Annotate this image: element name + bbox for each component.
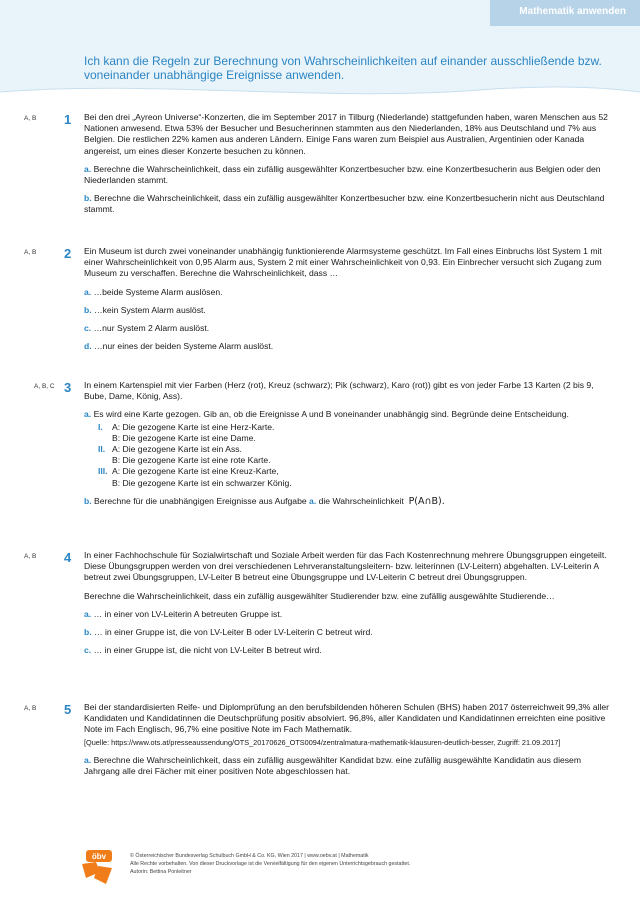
subtask-text: Berechne die Wahrscheinlichkeit, dass ein zufällig ausgewählter Konzertbesucher bzw. eine Konzertbesucherin aus Belgien oder den Niederlanden stammt. — [84, 163, 601, 186]
roman-item-2 — [84, 444, 614, 466]
exercise-intro: In einer Fachhochschule für Sozialwirtschaft und Soziale Arbeit werden für das Fach Kostenrechnung mehrere Übungsgruppen eingeteilt. Diese Übungsgruppen werden von drei verschiedenen Lehrveranstaltungsleitern- bzw. leiterinnen (LV-Leitern) abgehalten. LV-Leiterin A betreut zwei Übungsgruppen, LV-Leiter B betreut eine Übungsgruppe und LV-Leiterin C betreut drei Übungsgruppen. — [84, 550, 607, 583]
subtask-text: Berechne die Wahrscheinlichkeit, dass ein zufällig ausgewählter Kandidat bzw. eine zufällig ausgewählte Kandidatin aus diesem Jahrgang alle drei Fächer mit einer positiven Note abgeschlossen hat. — [84, 754, 581, 776]
footer-author: Autorin: Bettina Ponleitner — [130, 869, 192, 875]
exercise-body — [84, 112, 614, 223]
event-a: A: Die gezogene Karte ist eine Kreuz-Karte, — [112, 466, 279, 477]
roman-number: III. — [98, 466, 108, 477]
competence-tag: A, B, C — [34, 383, 55, 390]
competence-tag: A, B — [24, 553, 37, 560]
subtask-letter: b. — [84, 304, 92, 315]
exercise-body — [84, 380, 614, 514]
subtask-letter: a. — [84, 163, 92, 174]
roman-item-1 — [84, 422, 614, 444]
exercise-number: 4 — [64, 550, 72, 565]
subtask-a — [84, 609, 614, 620]
exercise-intro: Ein Museum ist durch zwei voneinander unabhängig funktionierende Alarmsysteme geschützt. Im Fall eines Einbruchs löst System 1 mit einer Wahrscheinlichkeit von 0,95 Alarm aus, System 2 mit einer Wahrscheinlichkeit von 0,93. Ein Einbrecher versucht sich Zugang zum Museum zu verschaffen. Berechne die Wahrscheinlichkeit, dass … — [84, 246, 602, 279]
subtask-letter: a. — [84, 286, 92, 297]
subtask-a — [84, 164, 614, 186]
subtask-text: … in einer Gruppe ist, die von LV-Leiter B oder LV-Leiterin C betreut wird. — [94, 627, 373, 638]
event-b: B: Die gezogene Karte ist eine Dame. — [112, 432, 256, 443]
subtask-letter: b. — [84, 495, 92, 506]
subtask-text: …nur System 2 Alarm auslöst. — [93, 323, 210, 334]
exercise-question: Berechne die Wahrscheinlichkeit, dass ein zufällig ausgewählter Studierender bzw. eine zufällig ausgewählte Studierende… — [84, 590, 555, 601]
subtask-text: …kein System Alarm auslöst. — [94, 304, 206, 315]
probability-formula: P(A∩B). — [408, 495, 445, 507]
roman-list — [84, 422, 614, 489]
subtask-text: Es wird eine Karte gezogen. Gib an, ob die Ereignisse A und B voneinander unabhängig sind. Begründe deine Entscheidung. — [93, 409, 569, 420]
subtask-b — [84, 193, 614, 215]
exercise-number: 5 — [64, 702, 72, 717]
subtask-reference: a. — [309, 495, 317, 506]
subtask-letter: a. — [84, 409, 92, 420]
exercise-number: 3 — [64, 380, 72, 395]
logo-text: öbv — [91, 852, 107, 861]
exercise-number: 2 — [64, 246, 72, 261]
exercise-number: 1 — [64, 112, 72, 127]
subtask-text: … in einer von LV-Leiterin A betreuten Gruppe ist. — [93, 608, 283, 619]
event-a: A: Die gezogene Karte ist ein Ass. — [112, 444, 242, 455]
source-citation: [Quelle: https://www.ots.at/presseaussendung/OTS_20170626_OTS0094/zentralmatura-mathematik-klausuren-deutlich-besser, Zugriff: 21.09.2017] — [84, 737, 561, 747]
exercise-body — [84, 246, 614, 359]
header-tab: Mathematik anwenden — [490, 0, 640, 26]
footer-line: © Österreichischer Bundesverlag Schulbuch GmbH & Co. KG, Wien 2017 | www.oebv.at | Mathematik — [130, 853, 369, 859]
subtask-b — [84, 496, 614, 507]
subtask-text: Berechne für die unabhängigen Ereignisse aus Aufgabe — [94, 495, 307, 506]
subtask-text: …nur eines der beiden Systeme Alarm auslöst. — [94, 341, 274, 352]
subtask-letter: c. — [84, 645, 92, 656]
exercise-intro: Bei der standardisierten Reife- und Diplomprüfung an den berufsbildenden höheren Schulen (BHS) haben 2017 österreichweit 99,3% aller Kandidaten und Kandidatinnen die Deutschprüfung positiv absolviert. 96,8%, aller Kandidaten und Kandidatinnen erreichten eine positive Note im Fach Englisch, 96,7% eine positive Note im Fach Mathematik. — [84, 702, 610, 735]
subtask-letter: a. — [84, 754, 92, 765]
subtask-text: Berechne die Wahrscheinlichkeit, dass ein zufällig ausgewählter Konzertbesucher bzw. eine Konzertbesucherin nicht aus Deutschland stammt. — [84, 193, 605, 215]
subtask-letter: d. — [84, 341, 92, 352]
subtask-a — [84, 287, 614, 298]
subtask-d — [84, 341, 614, 352]
subtask-text: … in einer Gruppe ist, die nicht von LV-Leiter B betreut wird. — [93, 645, 322, 656]
event-b: B: Die gezogene Karte ist ein schwarzer König. — [112, 477, 292, 488]
footer-copyright — [130, 852, 410, 876]
learning-goal-title: Ich kann die Regeln zur Berechnung von Wahrscheinlichkeiten auf einander ausschließende bzw. voneinander unabhängige Ereignisse anwenden. — [84, 54, 602, 82]
roman-number: II. — [98, 444, 106, 455]
subtask-text: …beide Systeme Alarm auslösen. — [93, 286, 223, 297]
competence-tag: A, B — [24, 249, 37, 256]
competence-tag: A, B — [24, 115, 37, 122]
page-header — [0, 0, 640, 96]
subtask-letter: c. — [84, 323, 92, 334]
subtask-text: die Wahrscheinlichkeit — [318, 495, 404, 506]
subtask-c — [84, 645, 614, 656]
competence-tag: A, B — [24, 705, 37, 712]
exercise-body — [84, 550, 614, 663]
subtask-a — [84, 755, 614, 777]
exercise-intro: Bei den drei „Ayreon Universe“-Konzerten, die im September 2017 in Tilburg (Niederlande) stattgefunden haben, waren Menschen aus 52 Nationen anwesend. Etwa 53% der Besucher und Besucherinnen stammten aus den Niederlanden, 18% aus Deutschland und 7% aus Belgien. Die restlichen 22% kamen aus anderen Ländern. Einige Fans waren zum Beispiel aus Australien, Argentinien oder Kanada angereist, um eines dieser Konzerte besuchen zu können. — [84, 112, 608, 156]
subtask-b — [84, 305, 614, 316]
subtask-letter: b. — [84, 627, 92, 638]
roman-number: I. — [98, 421, 103, 432]
subtask-b — [84, 627, 614, 638]
event-b: B: Die gezogene Karte ist eine rote Karte. — [112, 455, 271, 466]
publisher-logo — [76, 848, 118, 888]
exercise-intro: In einem Kartenspiel mit vier Farben (Herz (rot), Kreuz (schwarz); Pik (schwarz), Karo (rot)) gibt es von jeder Farbe 13 Karten (2 bis 9, Bube, Dame, König, Ass). — [84, 380, 594, 402]
footer-line: Alle Rechte vorbehalten. Von dieser Druckvorlage ist die Vervielfältigung für den eigenen Unterrichtsgebrauch gestattet. — [130, 861, 411, 867]
subtask-letter: b. — [84, 193, 92, 204]
roman-item-3 — [84, 466, 614, 488]
subtask-letter: a. — [84, 608, 92, 619]
subtask-c — [84, 323, 614, 334]
exercise-body — [84, 702, 614, 784]
subtask-a — [84, 409, 614, 420]
event-a: A: Die gezogene Karte ist eine Herz-Karte. — [112, 421, 275, 432]
